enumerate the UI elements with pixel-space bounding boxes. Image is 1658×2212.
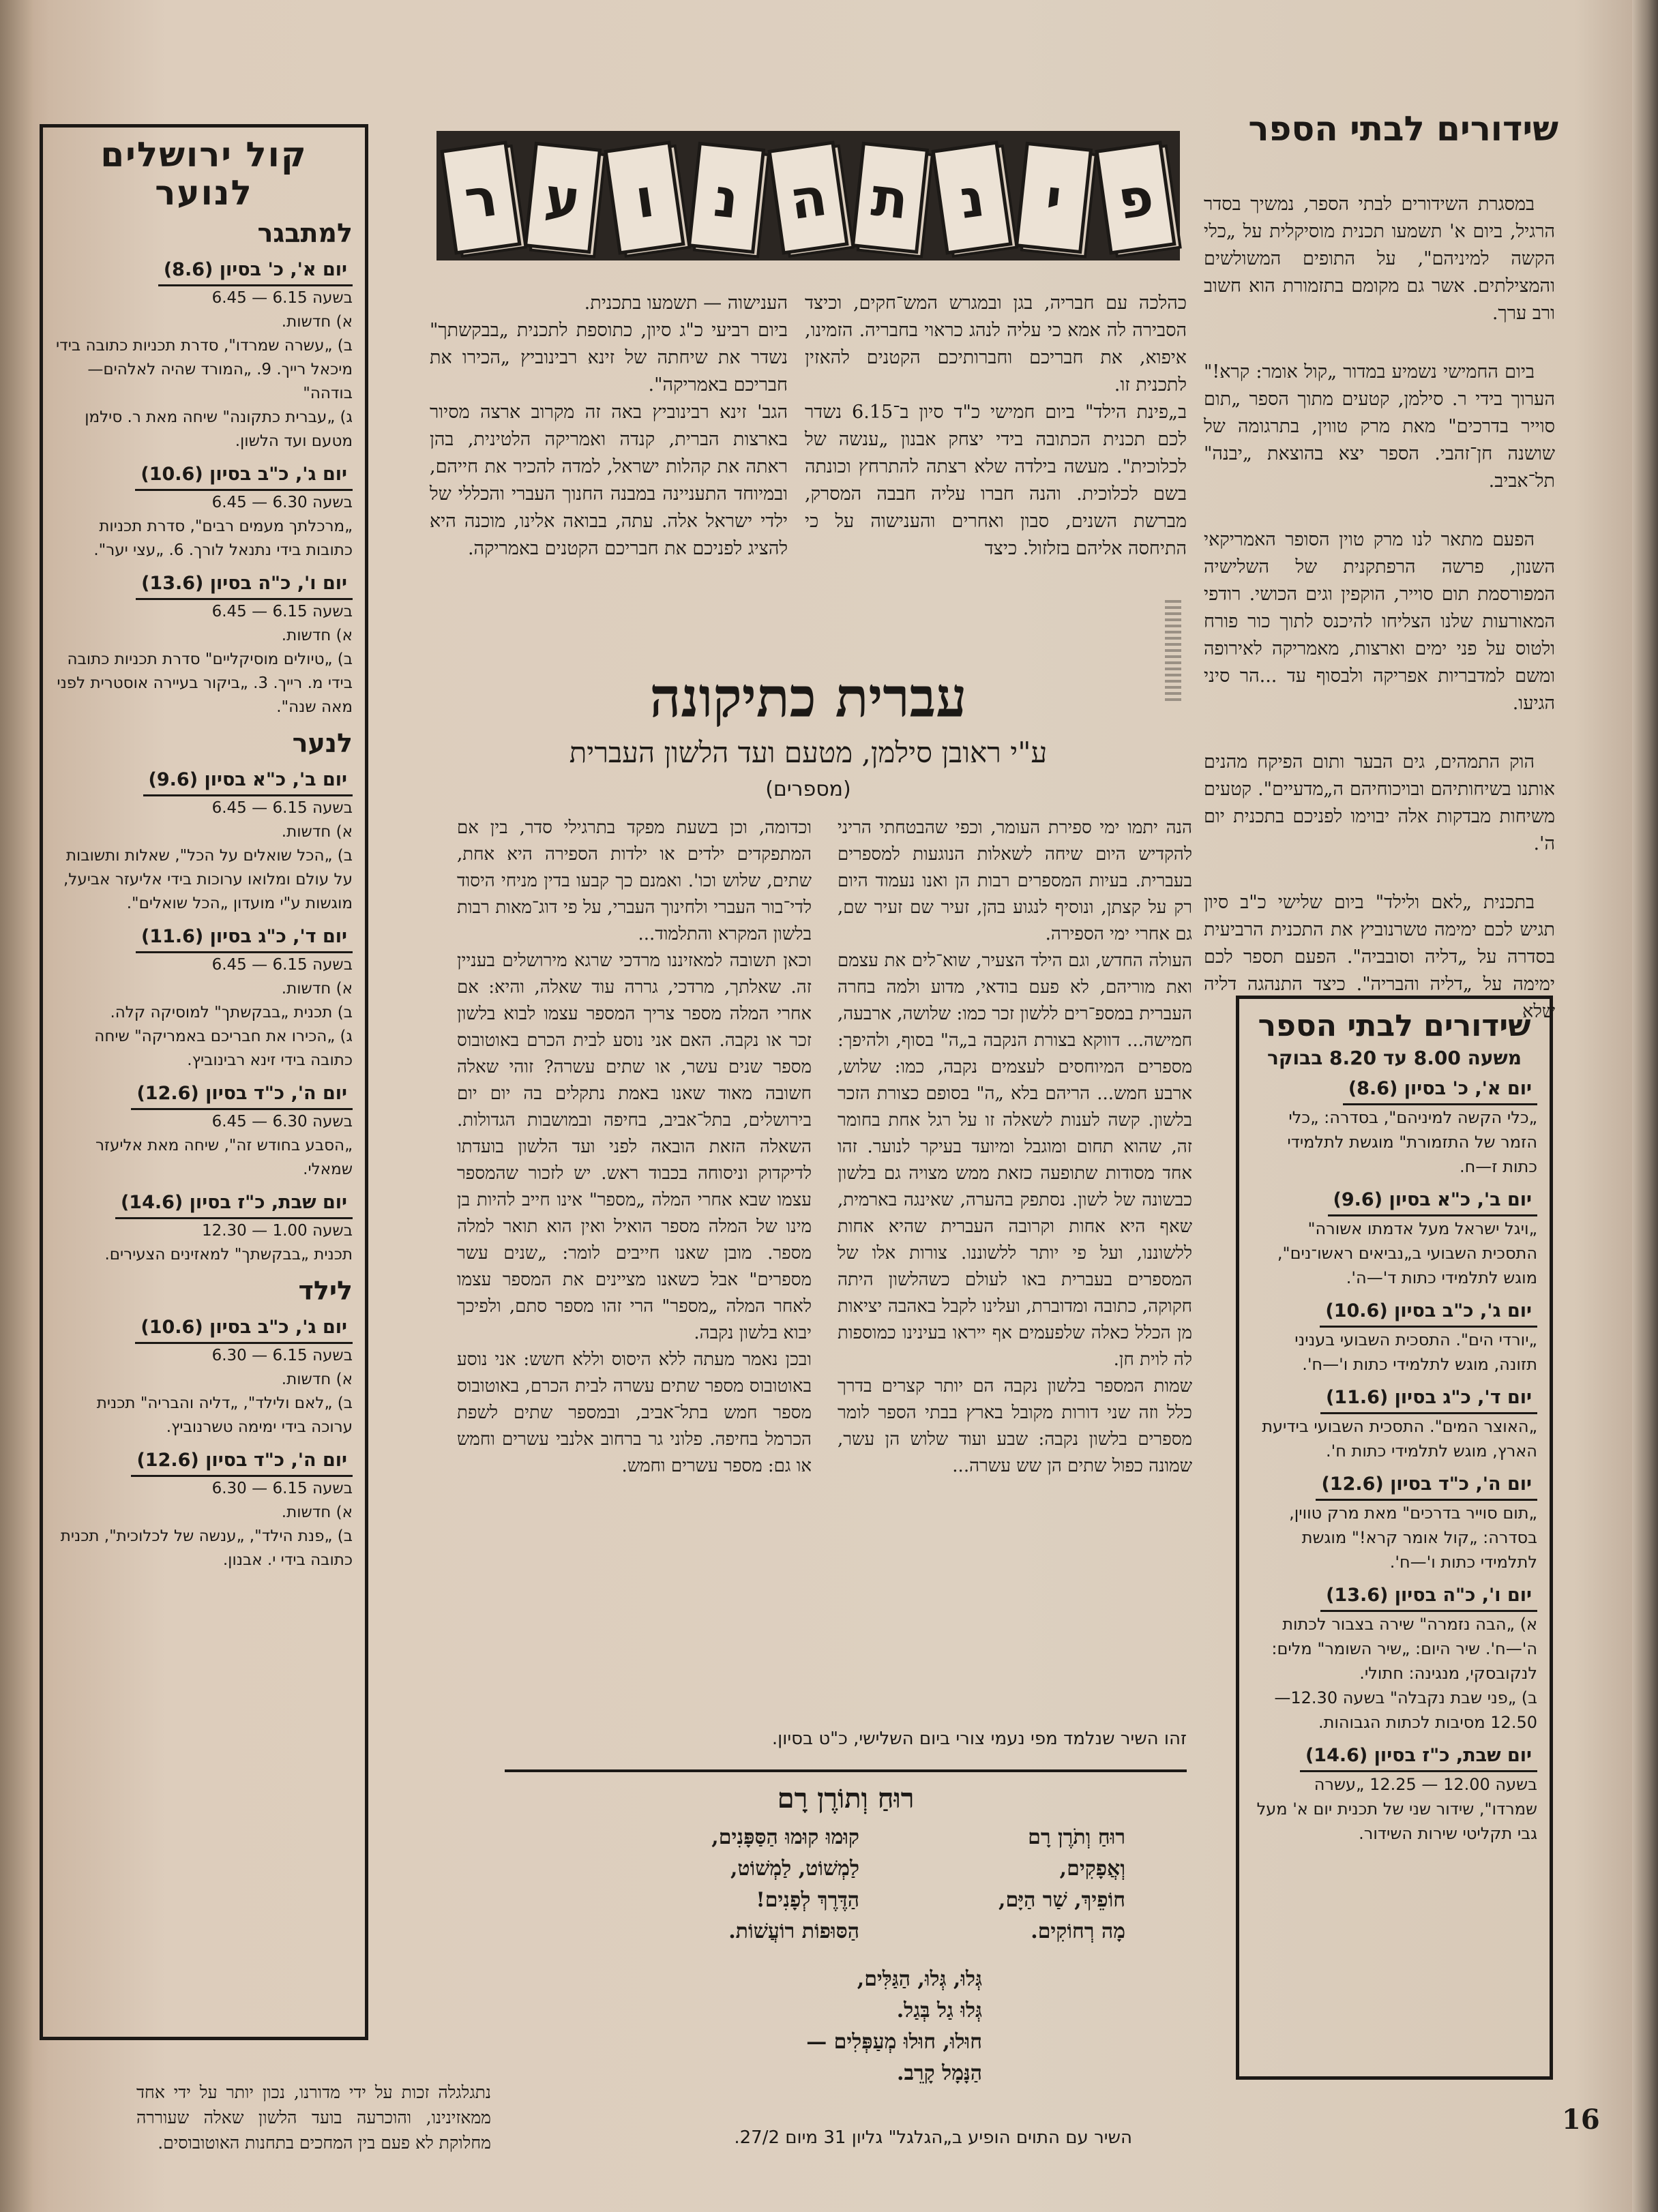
schedule-day [1252,1186,1537,1290]
poem-title: רוּחַ וְתוֹרֶן רָם [777,1782,915,1814]
schedule-box-hours: משעה 8.00 עד 8.20 בבוקר [1267,1047,1522,1069]
advanced-day-list [55,256,353,719]
broadcasts-article-title: שידורים לבתי הספר [1248,109,1558,149]
kol-jerusalem-title: קול ירושלים לנוער [100,135,308,213]
hebrew-article-title: עברית כתיקונה [649,666,967,730]
schedule-day-text: „כלי הקשה למיניהם", בסדרה: „כלי הזמר של התזמורת" מוגשת לתלמידי כתות ז—ח. [1287,1108,1537,1176]
schedule-day-text: בשעה 6.15 — 6.45 א) חדשות. ב) תכנית „בבקשתך" למוסיקה קלה. ג) „הכירו את חבריכם באמריקה" שיחה כתובה בידי זינא רבינוביץ. [94,956,353,1069]
schedule-day-text: בשעה 6.30 — 6.45 „הסבע בחודש זה", שיחה מאת אליעזר שמאלי. [95,1113,353,1178]
schedule-day-text: בשעה 6.30 — 6.45 „מרכלתך מעמים רבים", סדרת תכניות כתובות בידי נתנאל לורך. 6. „עצי יער". [93,494,353,559]
banner-letter: ר [460,166,501,232]
poem-line: וְאֲפָקִים, [1059,1857,1125,1881]
schedule-day-heading: יום ה', כ"ד בסיון (12.6) [1316,1470,1537,1501]
banner-letter: ע [542,166,584,232]
schedule-day-heading: יום ג', כ"ב בסיון (10.6) [135,460,353,491]
schedule-day-text: בשעה 6.15 — 6.45 א) חדשות. ב) „טיולים מוסיקליים" סדרת תכניות כתובה בידי מ. רייך. 3. „ביקור בעיירה אוסטרית לפני מאה שנה". [57,603,353,716]
poem-line: הַנָּמָל קָרֵב. [897,2061,982,2085]
poem-footnote: השיר עם התוים הופיע ב„הגלגל" גליון 31 מיום 27/2. [734,2127,1132,2148]
schedule-day [1252,1470,1537,1574]
schedule-day [55,1079,353,1182]
schedule-day-heading: יום שבת, כ"ז בסיון (14.6) [1300,1742,1537,1772]
schedule-day [55,923,353,1073]
schedule-day [55,460,353,563]
banner-book [1097,142,1180,257]
page-number: 16 [1562,2104,1600,2136]
poem-line: חוּלוּ, חוּלוּ מְעַפְּלִים — [806,2030,982,2054]
schedule-day-heading: יום א', כ' בסיון (8.6) [158,256,353,286]
poem-line: הַסּוּפוֹת רוֹעֲשׁוֹת. [728,1919,859,1943]
poem-intro: זהו השיר שנלמד מפי נעמי צורי ביום השלישי, כ"ט בסיון. [771,1729,1187,1749]
banner-letter: ת [868,166,911,232]
schedule-day-heading: יום ג', כ"ב בסיון (10.6) [135,1313,353,1344]
schedule-day-heading: יום ד', כ"ג בסיון (11.6) [136,923,353,953]
section-heading-child: לילד [298,1276,353,1306]
schedule-box-title: שידורים לבתי הספר [1258,1008,1531,1043]
schedule-day-heading: יום ב', כ"א בסיון (9.6) [143,766,353,796]
poem-line: לַמְשׁוֹט, לַמְשׁוֹט, [730,1857,859,1881]
youth-corner-banner [430,123,1187,280]
banner-book [853,144,932,257]
section-heading-youth: לנער [292,728,353,758]
banner-book [525,144,605,257]
schedule-day [1252,1384,1537,1463]
page-binding-edge [0,0,33,2212]
schedule-day-text: בשעה 1.00 — 12.30 תכנית „בבקשתך" למאזינים הצעירים. [104,1222,353,1264]
schedule-day-text: בשעה 6.15 — 6.45 א) חדשות. ב) „הכל שואלים על הכל", שאלות ותשובות על עולם ומלואו ערוכות בידי אליעזר אביעל, מוגשות ע"י מועדון „הכל שואלים". [63,799,353,912]
schedule-day-text: „יורדי הים". התסכית השבועי בעניני תזונה, מוגש לתלמידי כתות ו'—ח'. [1294,1330,1537,1374]
poem-line: קוּמוּ קוּמוּ הַסַּפָּנִים, [711,1825,859,1849]
schedule-day-heading: יום ג', כ"ב בסיון (10.6) [1320,1297,1537,1328]
schedule-day-text: בשעה 12.00 — 12.25 „עשרה שמרדו", שידור שני של תכנית יום א' מעל גבי תקליטי שירות השידור. [1256,1775,1537,1843]
page-outer-edge [1632,0,1658,2212]
schedule-day-heading: יום ב', כ"א בסיון (9.6) [1328,1186,1537,1216]
poem-refrain [696,1964,982,2089]
article-paragraph: הוק התמהים, גים הבער ותום הפיקח מהנים אותנו בשיחותיהם ובויכוחיהם ה„מדעיים". קטעים משיחות מבדקות אלה יבוימו לפניכם בתכנית יום ה'. [1204,751,1555,854]
schedule-day-text: בשעה 6.15 — 6.30 א) חדשות. ב) „לאם ולילד", „דליה והבריה" תכנית ערוכה בידי ימימה טשרנוביץ. [96,1347,353,1436]
hebrew-article-col-left: וכדומה, וכן בשעת מפקד בתרגילי סדר, בין אם המתפקדים ילדים או ילדות הספירה היא אחת, שתים, שלוש וכו'. ואמנם כך קבעו בדין מניחי היסוד לדי־בור העברי ולחינוך העברי, על פי דוג־מאות רבות בלשון המקרא והתלמוד... וכאן תשובה למאזיננו מרדכי שרגא מירושלים בעניין זה. שאלתך, מרדכי, גררה עוד שאלה, והיא: אם אחרי המלה מספר צריך המספר עצמו לבוא בלשון זכר או נקבה. האם אני נוסע לבית הכרם באוטובוס מספר שנים עשר, או שתים עשרה? זוהי שאלה חשובה מאוד שאנו באמת נתקלים בה יום יום בירושלים, בתל־אביב, בחיפה ובמושבות הגדולות. השאלה הזאת הובאה לפני ועד הלשון בועדתו לדיקדוק וניסוחה בכבוד ראש. יש לזכור שהמספר עצמו שבא אחרי המלה „מספר" אינו חייב להיות בן מינו של המלה מספר הואיל ואין הוא תואר למלה מספר. מובן שאנו חייבים לומר: „שנים עשר מספרים" אבל כשאנו מציינים את המספר עצמו לאחר המלה „מספר" הרי זהו מספר סתם, ולפיכך יבוא בלשון נקבה. ובכן נאמר מעתה ללא היסוס וללא חשש: אני נוסע באוטובוס מספר שתים עשרה לבית הכרם, באוטובוס מספר חמש בתל־אביב, ובמספר שתים לשפת הכרמל בחיפה. פלוני גר ברחוב אלנבי עשרים וחמש או גם: מספר עשרים וחמש. [457,818,812,1476]
schedule-day-heading: יום ו', כ"ה בסיון (13.6) [136,569,353,600]
schedule-day-text: „תום סוייר בדרכים" מאת מרק טווין, בסדרה: „קול אומר קרא!" מוגשת לתלמידי כתות ו'—ח'. [1289,1504,1537,1572]
schedule-day-text: בשעה 6.15 — 6.45 א) חדשות. ב) „עשרה שמרדו", סדרת תכניות כתובה בידי מיכאל רייך. 9. „המורד שהיה לאלהים—בודהה" ג) „עברית כתקונה" שיחה מאת ר. סילמן מטעם ועד הלשון. [56,289,353,450]
schedule-day [55,1313,353,1439]
schedule-day-heading: יום שבת, כ"ז בסיון (14.6) [115,1189,353,1219]
schedule-day-text: א) „הבה נזמרה" שירה בצבור לכתות ה'—ח'. שיר היום: „שיר השומר" מלים: לנקובסקי, מנגינה: חתולי. ב) „פני שבת נקבלה" בשעה 12.30—12.50 מסיבות לכתות הגבוהות. [1271,1615,1537,1732]
schedule-day [1252,1581,1537,1735]
schedule-day-heading: יום ו', כ"ה בסיון (13.6) [1320,1581,1537,1612]
kol-jerusalem-box [40,124,368,2040]
poem-line: מָה רְחוֹקִים. [1031,1919,1125,1943]
poem-line: גְּלוּ, גְּלוּ, הַגַּלִּים, [857,1967,982,1991]
youth-corner-col-left: הענישוה — תשמעו בתכנית. ביום רביעי כ"ג סיון, כתוספת לתכנית „בבקשתך" נשדר את שיחתה של זינא רבינוביץ „הכירו את חבריכם באמריקה". הגב' זינא רבינוביץ באה זה מקרוב ארצה מסיור בארצות הברית, קנדה ואמריקה הלטינית, בהן ראתה את קהלות ישראל, למדה להכיר את חייהם, ובמיוחד התעניינה במבנה החנוך העברי והכללי של ילדי ישראל אלה. עתה, בבואה אלינו, מוכנה היא להציג לפניכם את חבריכם הקטנים באמריקה. [430,293,788,559]
schedule-day-heading: יום א', כ' בסיון (8.6) [1343,1075,1537,1105]
schedule-day [55,1446,353,1572]
article-paragraph: במסגרת השידורים לבתי הספר, נמשיך בסדר הרגיל, ביום א' תשמעו תכנית מוסיקלית על „כלי הקשה למיניהם", על התופים המשולשים והמצילתים. אשר גם מקומם בתזמורת הוא חשוב ורב ערך. [1204,194,1555,324]
youth-corner-col-right: כהלכה עם חבריה, בגן ובמגרש המש־חקים, וכיצד הסבירה לה אמא כי עליה לנהג כראוי בחבריה. הזמינו, איפוא, את חבריכם וחברותיכם הקטנים להאזין לתכנית זו. ב„פינת הילד" ביום חמישי כ"ד סיון ב־6.15 נשדר לכם תכנית הכתובה בידי יצחק אבנון „ענשה של לכלוכית". מעשה בילדה שלא רצתה להתרחץ וכונתה בשם לכלוכית. והנה חברו עליה חבבה המסרק, מברשת השנים, סבון ואחרים והענישוה על כי התיחסה אליהם בזלזול. כיצד [805,293,1187,559]
schedule-day [1252,1742,1537,1846]
school-schedule-box [1236,996,1553,2080]
schedule-day [55,766,353,916]
poem-stanza-left [587,1822,859,1947]
poem-line: חוֹפֵיךְ, שַׁר הַיָּם, [998,1888,1125,1912]
schedule-day-text: „האוצר המים". התסכית השבועי בידיעת הארץ, מוגש לתלמידי כתות ח'. [1262,1417,1537,1461]
banner-letter: ה [786,166,831,233]
schedule-day-text: „ויגל ישראל מעל אדמתו אשורה" התסכית השבועי ב„נביאים ראשו־נים", מוגש לתלמידי כתות ד'—ה'. [1277,1219,1537,1287]
schedule-day-heading: יום ד', כ"ג בסיון (11.6) [1320,1384,1537,1414]
hebrew-article-subtitle: (מספרים) [765,777,851,801]
bottom-note: נתגלגלה זכות על ידי מדורנו, נכון יותר על ידי אחד ממאזינינו, והוכרעה בועד הלשון שאלה שעוררה מחלוקת לא פעם בין המחכים בתחנות האוטובוסים. [136,2082,491,2153]
schedule-day-heading: יום ה', כ"ד בסיון (12.6) [131,1446,353,1477]
schedule-day-list [1252,1075,1537,1846]
poem-line: הַדֶּרֶךְ לְפָנִים! [756,1888,859,1912]
banner-book [769,142,853,257]
schedule-day [1252,1075,1537,1179]
schedule-day [55,569,353,719]
banner-letter: ו [631,167,658,231]
banner-book [442,142,525,257]
hebrew-article-byline: ע"י ראובן סילמן, מטעם ועד הלשון העברית [569,736,1048,769]
article-paragraph: בתכנית „לאם ולילד" ביום שלישי כ"ב סיון תגיש לכם ימימה טשרנוביץ את התכנית הרביעית בסדרה על „דליה וסובביה". הפעם תספר לכם ימימה על „דליה והבריה". כיצד התנהגה דליה שלא [1204,892,1555,1022]
broadcasts-article-body [1204,164,1555,1053]
poem-top-rule [505,1769,1187,1772]
schedule-day [55,256,353,453]
banner-book [689,144,769,257]
schedule-day-heading: יום ה', כ"ד בסיון (12.6) [131,1079,353,1110]
youth-day-list [55,766,353,1267]
article-paragraph: ביום החמישי נשמיע במדור „קול אומר: קרא!" הערוך בידי ר. סילמן, קטעים מתוך הספר „תום סוייר בדרכים" מאת מרק טווין, בתרגומה של שושנה חן־זהבי. הספר יצא בהוצאת „יבנה" תל־אביב. [1204,361,1555,492]
schedule-day-text: בשעה 6.15 — 6.30 א) חדשות. ב) „פנת הילד", „ענשה של לכלוכית", תכנית כתובה בידי י. אבנון. [60,1480,353,1569]
banner-letter: י [1042,168,1065,230]
schedule-day [1252,1297,1537,1377]
hebrew-article-col-right: הנה יתמו ימי ספירת העומר, וכפי שהבטחתי הריני להקדיש היום שיחה לשאלות הנוגעות למספרים בעברית. בעיות המספרים רבות הן ואנו נעמוד היום רק על קצתן, ונוסיף לנגוע בהן, זעיר שם זעיר שם, גם אחרי ימי הספירה. העולה החדש, וגם הילד הצעיר, שוא־לים את עצמם ואת מוריהם, לא פעם בודאי, מדוע ולמה בחרה העברית במספ־רים ללשון זכר כמו: שלושה, ארבעה, חמישה... דווקא בצורת הנקבה ב„ה" בסוף, ולהיפך: מספרים המיוחסים לעצמים נקבה, כמו: שלוש, ארבע חמש... הריהם בלא „ה" בסופם כצורת הזכר בלשון. קשה לענות לשאלה זו על רגל אחת בחומר זה, שהוא תחום ומוגבל ומיועד בעיקר לנוער. זהו אחד מסודות שתופעה כזאת ממש מצויה גם בלשון כבשונה של לשון. נסתפק בהערה, שאינגה בארמית, שאף היא אחות וקרובה העברית שהיא אחות ללשוננו, ועל פי יותר ללשוננו. צורות אלו של המספרים בעברית באו לעולם כשהלשון היתה חקוקה, כתובה ומדוברת, ועלינו לקבל באהבה יציאות מן הכלל כאלה שלפעמים אף ייראו בעינינו כמוספות לה לוית חן. שמות המספר בלשון נקבה הם יותר קצרים בדרך כלל וזה שני דורות מקובל בארץ בבתי הספר לומר מספרים בלשון נקבה: שבע ועוד שלוש הן עשר, שמונה כפול שתים הן שש עשרה... [838,818,1192,1476]
poem-line: רוּחַ וְתֹרֶן רָם [1028,1825,1125,1849]
schedule-day [55,1189,353,1267]
banner-book [933,142,1016,257]
banner-book [606,142,689,257]
banner-letter: נ [711,167,742,231]
section-heading-advanced: למתבגר [257,218,353,248]
poem-line: גְּלוּ גַל בְּגַל. [896,1999,982,2022]
poem-stanza-right [880,1822,1125,1947]
banner-book [1016,144,1096,257]
banner-letter: פ [1114,166,1157,233]
banner-letter: נ [956,166,989,232]
child-day-list [55,1313,353,1572]
article-paragraph: הפעם מתאר לנו מרק טוין הסופר האמריקאי השנון, פרשה הרפתקנית של השלישיה המפורסמת תום סוייר, הוקפין וגים הכושי. רודפי המאורעות שלנו הצליחו להיכנס לתוך כור פורח ולטוס על פני ימים וארצות, מאמריקה לאירופה ומשם למדבריות אפריקה ולבסוף עד ...הר סיני הגיעו. [1204,529,1555,714]
